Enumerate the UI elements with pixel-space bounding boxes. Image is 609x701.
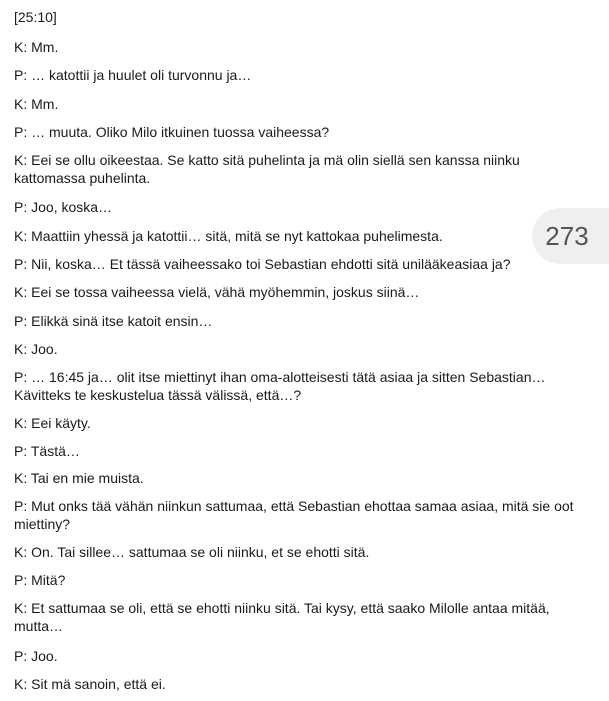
- transcript-line: P: Tästä…: [14, 443, 80, 459]
- transcript-line: K: Eei se ollu oikeestaa. Se katto sitä puhelinta ja mä olin siellä sen kanssa niinku kattomassa puhelinta.: [14, 152, 520, 186]
- transcript-line: K: Mm.: [14, 39, 59, 55]
- transcript-line: K: Eei se tossa vaiheessa vielä, vähä myöhemmin, joskus siinä…: [14, 284, 420, 300]
- page-number: 273: [545, 220, 589, 251]
- transcript-line: P: Mut onks tää vähän niinkun sattumaa, että Sebastian ehottaa samaa asiaa, mitä sie oot miettiny?: [14, 498, 574, 532]
- transcript-line: K: On. Tai sillee… sattumaa se oli niinku, et se ehotti sitä.: [14, 544, 370, 560]
- transcript-line: P: … 16:45 ja… olit itse miettinyt ihan oma-alotteisesti tätä asiaa ja sitten Sebastian… Kävitteks te keskustelua tässä välissä, että…?: [14, 369, 546, 403]
- transcript-line: K: Tai en mie muista.: [14, 470, 144, 486]
- transcript-line: P: Nii, koska… Et tässä vaiheessako toi Sebastian ehdotti sitä unilääkeasiaa ja?: [14, 256, 511, 272]
- transcript-line: P: Elikkä sinä itse katoit ensin…: [14, 313, 213, 329]
- transcript-line: K: Eei käyty.: [14, 415, 91, 431]
- timestamp: [25:10]: [14, 9, 57, 25]
- transcript-line: K: Sit mä sanoin, että ei.: [14, 676, 166, 692]
- transcript-line: P: Mitä?: [14, 572, 66, 588]
- transcript-line: P: Joo, koska…: [14, 199, 113, 215]
- transcript-line: P: … muuta. Oliko Milo itkuinen tuossa vaiheessa?: [14, 124, 330, 140]
- transcript-line: K: Joo.: [14, 341, 58, 357]
- page-number-badge: [532, 208, 609, 264]
- transcript-line: P: … katottii ja huulet oli turvonnu ja…: [14, 67, 252, 83]
- transcript-line: P: Joo.: [14, 648, 58, 664]
- transcript-line: K: Et sattumaa se oli, että se ehotti niinku sitä. Tai kysy, että saako Milolle antaa mitää, mutta…: [14, 600, 550, 634]
- transcript-line: K: Maattiin yhessä ja katottii… sitä, mitä se nyt kattokaa puhelimesta.: [14, 228, 443, 244]
- transcript-line: K: Mm.: [14, 96, 59, 112]
